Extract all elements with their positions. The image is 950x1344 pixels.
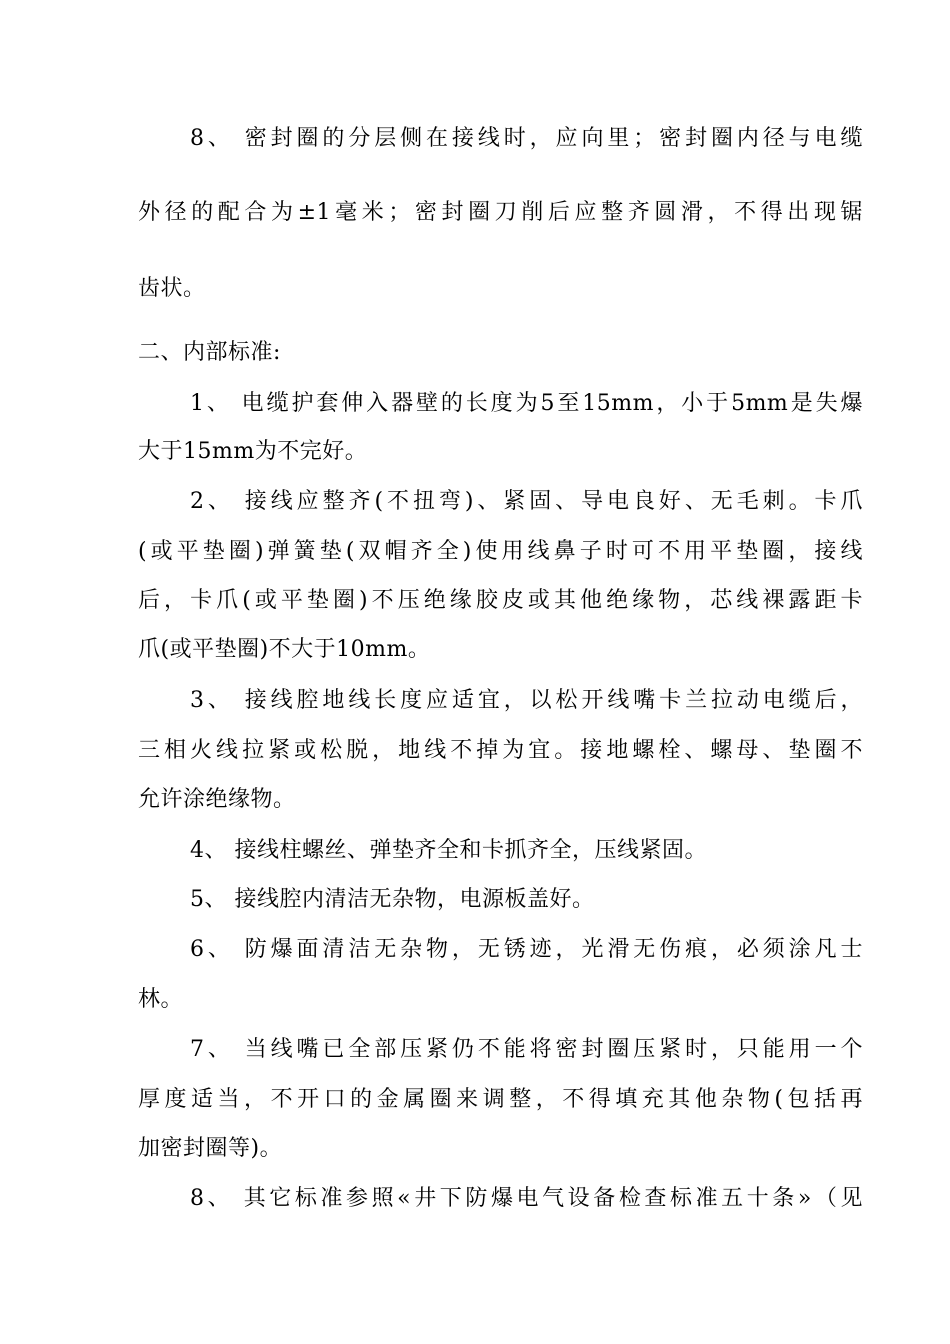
text-line: 厚度适当，不开口的金属圈来调整，不得填充其他杂物(包括再 bbox=[138, 1087, 863, 1112]
text-line: 大于15mm为不完好。 bbox=[138, 439, 368, 464]
text-line: 林。 bbox=[138, 987, 184, 1012]
text-line: 加密封圈等)。 bbox=[138, 1136, 283, 1161]
text-line: 3、 接线腔地线长度应适宜，以松开线嘴卡兰拉动电缆后， bbox=[190, 688, 863, 713]
text-line: (或平垫圈)弹簧垫(双帽齐全)使用线鼻子时可不用平垫圈，接线 bbox=[138, 539, 863, 564]
text-line: 爪(或平垫圈)不大于10mm。 bbox=[138, 637, 431, 662]
text-line: 齿状。 bbox=[138, 276, 206, 301]
text-line: 8、 其它标准参照«井下防爆电气设备检查标准五十条»（见 bbox=[190, 1186, 863, 1211]
text-line: 4、 接线柱螺丝、弹垫齐全和卡抓齐全，压线紧固。 bbox=[190, 838, 707, 863]
text-line: 1、 电缆护套伸入器壁的长度为5至15mm，小于5mm是失爆 bbox=[190, 391, 863, 416]
text-line: 后，卡爪(或平垫圈)不压绝缘胶皮或其他绝缘物，芯线裸露距卡 bbox=[138, 588, 863, 613]
text-line: 5、 接线腔内清洁无杂物，电源板盖好。 bbox=[190, 887, 595, 912]
section-heading: 二、内部标准: bbox=[138, 340, 281, 365]
text-line: 7、 当线嘴已全部压紧仍不能将密封圈压紧时，只能用一个 bbox=[190, 1037, 863, 1062]
text-line: 允许涂绝缘物。 bbox=[138, 787, 296, 812]
text-line: 三相火线拉紧或松脱，地线不掉为宜。接地螺栓、螺母、垫圈不 bbox=[138, 738, 863, 763]
text-line: 8、 密封圈的分层侧在接线时，应向里；密封圈内径与电缆 bbox=[190, 126, 863, 151]
text-line: 2、 接线应整齐(不扭弯)、紧固、导电良好、无毛刺。卡爪 bbox=[190, 489, 863, 514]
text-line: 6、 防爆面清洁无杂物，无锈迹，光滑无伤痕，必须涂凡士 bbox=[190, 937, 863, 962]
text-line: 外径的配合为±1毫米；密封圈刀削后应整齐圆滑，不得出现锯 bbox=[138, 200, 863, 225]
